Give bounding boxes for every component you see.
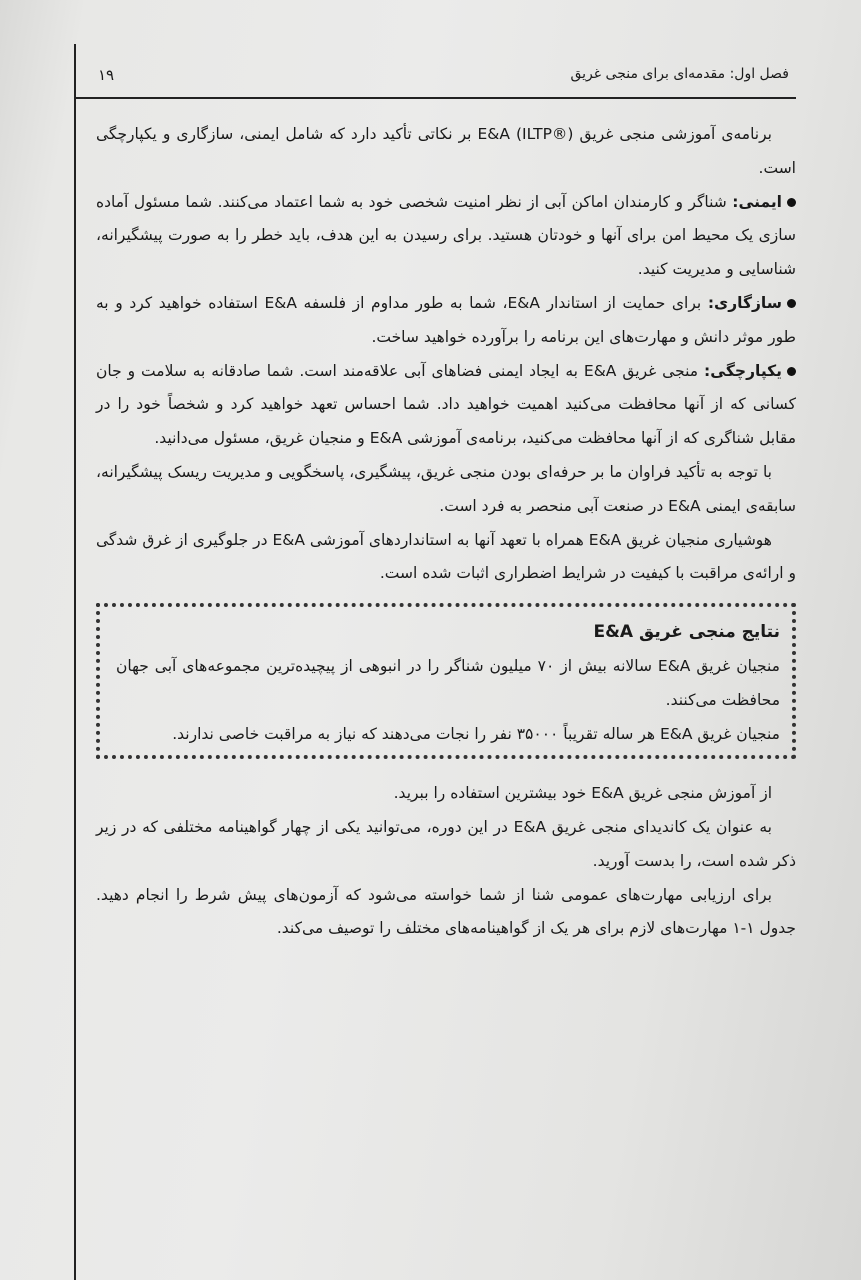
bullet-integrity: [96, 355, 796, 456]
bullet-term: سازگاری:: [707, 293, 782, 312]
intro-paragraph: برنامه‌ی آموزشی منجی غریق E&A (ILTP®) بر نکاتی تأکید دارد که شامل ایمنی، سازگاری و یکپارچگی است.: [96, 125, 796, 177]
header-rule: [74, 97, 796, 99]
bullet-compatibility: [96, 287, 796, 355]
bullet-term: ایمنی:: [732, 192, 782, 211]
bullet-text: منجی غریق E&A به ایجاد ایمنی فضاهای آبی علاقه‌مند است. شما صادقانه به سلامت و جان کسانی که از آنها محافظت می‌کنید اهمیت خواهید داد. شما احساس تعهد خواهید کرد و شخصاً خود را در مقابل شناگری که از آنها محافظت می‌کنید، برنامه‌ی آموزشی E&A و منجیان غریق، مسئول می‌دانید.: [96, 361, 796, 448]
bullet-safety: [96, 186, 796, 287]
assessment-paragraph: برای ارزیابی مهارت‌های عمومی شنا از شما خواسته می‌شود که آزمون‌های پیش شرط را انجام دهید. جدول ۱-۱ مهارت‌های لازم برای هر یک از گواهینامه‌های مختلف را توصیف می‌کند.: [96, 885, 796, 938]
candidate-paragraph: به عنوان یک کاندیدای منجی غریق E&A در این دوره، می‌توانید یکی از چهار گواهینامه مختلفی که در زیر ذکر شده است، را بدست آورید.: [96, 817, 796, 870]
risk-paragraph: با توجه به تأکید فراوان ما بر حرفه‌ای بودن منجی غریق، پیشگیری، پاسخگویی و مدیریت ریسک پیشگیرانه، سابقه‌ی ایمنی E&A در صنعت آبی منحصر به فرد است.: [96, 462, 796, 515]
chapter-title: فصل اول: مقدمه‌ای برای منجی غریق: [570, 66, 789, 82]
bullet-term: یکپارچگی:: [704, 361, 782, 380]
results-box: [96, 603, 796, 759]
results-line: منجیان غریق E&A سالانه بیش از ۷۰ میلیون شناگر را در انبوهی از پیچیده‌ترین مجموعه‌های آبی جهان محافظت می‌کنند.: [116, 657, 780, 710]
page-number: ۱۹: [98, 66, 115, 84]
left-margin-rule: [74, 44, 76, 1280]
bullet-dot-icon: [787, 299, 796, 308]
vigilance-paragraph: هوشیاری منجیان غریق E&A همراه با تعهد آنها به استانداردهای آموزشی E&A در جلوگیری از غرق شدگی و ارائه‌ی مراقبت با کیفیت در شرایط اضطراری اثبات شده است.: [96, 530, 796, 583]
bullet-dot-icon: [787, 198, 796, 207]
results-box-title: نتایج منجی غریق E&A: [593, 622, 780, 643]
bullet-text: شناگر و کارمندان اماکن آبی از نظر امنیت شخصی خود به شما اعتماد می‌کنند. شما مسئول آماده سازی یک محیط امن برای آنها و خودتان هستید. برای رسیدن به این هدف، باید خطر را به صورت پیشگیرانه، شناسایی و مدیریت کنید.: [96, 192, 796, 279]
page-content: [96, 118, 796, 946]
bullet-dot-icon: [787, 367, 796, 376]
benefit-paragraph: از آموزش منجی غریق E&A خود بیشترین استفاده را ببرید.: [393, 784, 772, 803]
results-line: منجیان غریق E&A هر ساله تقریباً ۳۵۰۰۰ نفر را نجات می‌دهند که نیاز به مراقبت خاصی ندارند.: [172, 725, 780, 744]
bullet-text: برای حمایت از استاندار E&A، شما به طور مداوم از فلسفه E&A استفاده خواهید کرد و به طور موثر دانش و مهارت‌های این برنامه را برآورده خواهید ساخت.: [96, 293, 796, 346]
